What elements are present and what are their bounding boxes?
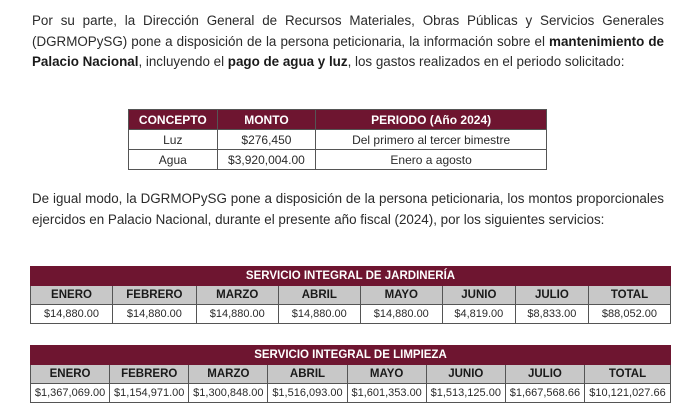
- cell-concepto: Agua: [129, 150, 218, 170]
- cleaning-table: [30, 345, 671, 403]
- value-cell: $1,154,971.00: [110, 384, 189, 403]
- intro-text-c: , los gastos realizados en el periodo solicitado:: [347, 54, 625, 69]
- header-month: MARZO: [189, 365, 268, 384]
- intro-text-b: , incluyendo el: [138, 54, 228, 69]
- intro-text-a: Por su parte, la Dirección General de Recursos Materiales, Obras Públicas y Servicios Generales (DGRMOPySG) pone a disposición de la persona peticionaria, la información sobre el: [32, 13, 664, 49]
- intro-paragraph: [32, 11, 664, 73]
- header-month: ABRIL: [268, 365, 347, 384]
- value-cell: $14,880.00: [360, 305, 442, 324]
- value-cell: $4,819.00: [442, 305, 515, 324]
- header-total: TOTAL: [588, 286, 670, 305]
- services-paragraph: De igual modo, la DGRMOPySG pone a disposición de la persona peticionaria, los montos proporcionales ejercidos en Palacio Nacional, durante el presente año fiscal (2024), por los siguientes servicios:: [32, 191, 664, 227]
- header-month: JULIO: [505, 365, 584, 384]
- header-month: MAYO: [347, 365, 426, 384]
- header-month: MAYO: [360, 286, 442, 305]
- value-cell: $14,880.00: [113, 305, 197, 324]
- table-row: [129, 130, 547, 150]
- value-cell: $1,513,125.00: [426, 384, 505, 403]
- value-cell: $14,880.00: [278, 305, 360, 324]
- table-row: [31, 305, 671, 324]
- gardening-table: [30, 266, 671, 324]
- header-month: JUNIO: [426, 365, 505, 384]
- cell-monto: $276,450: [217, 130, 316, 150]
- cell-periodo: Del primero al tercer bimestre: [316, 130, 547, 150]
- table-row: [31, 384, 671, 403]
- value-cell: $1,601,353.00: [347, 384, 426, 403]
- value-cell: $1,516,093.00: [268, 384, 347, 403]
- header-monto: MONTO: [217, 110, 316, 130]
- utilities-table: [128, 109, 547, 170]
- gardening-title: SERVICIO INTEGRAL DE JARDINERÍA: [31, 267, 671, 286]
- gardening-header-row: [31, 286, 671, 305]
- header-month: MARZO: [196, 286, 278, 305]
- value-cell: $1,667,568.66: [505, 384, 584, 403]
- gardening-title-row: [31, 267, 671, 286]
- value-cell: $1,300,848.00: [189, 384, 268, 403]
- intro-bold-payment: pago de agua y luz: [227, 54, 348, 69]
- table-row: [129, 150, 547, 170]
- header-month: JULIO: [515, 286, 588, 305]
- cell-monto: $3,920,004.00: [217, 150, 316, 170]
- value-cell: $14,880.00: [196, 305, 278, 324]
- header-month: ABRIL: [278, 286, 360, 305]
- header-month: JUNIO: [442, 286, 515, 305]
- total-cell: $88,052.00: [588, 305, 670, 324]
- value-cell: $8,833.00: [515, 305, 588, 324]
- value-cell: $1,367,069.00: [31, 384, 110, 403]
- cleaning-title: SERVICIO INTEGRAL DE LIMPIEZA: [31, 346, 671, 365]
- total-cell: $10,121,027.66: [584, 384, 670, 403]
- intro-bold-maintenance: mantenimiento de Palacio Nacional: [32, 33, 664, 69]
- header-month: ENERO: [31, 286, 113, 305]
- header-month: ENERO: [31, 365, 110, 384]
- cell-concepto: Luz: [129, 130, 218, 150]
- cleaning-title-row: [31, 346, 671, 365]
- header-month: FEBRERO: [113, 286, 197, 305]
- header-periodo: PERIODO (Año 2024): [316, 110, 547, 130]
- header-total: TOTAL: [584, 365, 670, 384]
- value-cell: $14,880.00: [31, 305, 113, 324]
- utilities-header-row: [129, 110, 547, 130]
- cell-periodo: Enero a agosto: [316, 150, 547, 170]
- header-month: FEBRERO: [110, 365, 189, 384]
- header-concepto: CONCEPTO: [129, 110, 218, 130]
- cleaning-header-row: [31, 365, 671, 384]
